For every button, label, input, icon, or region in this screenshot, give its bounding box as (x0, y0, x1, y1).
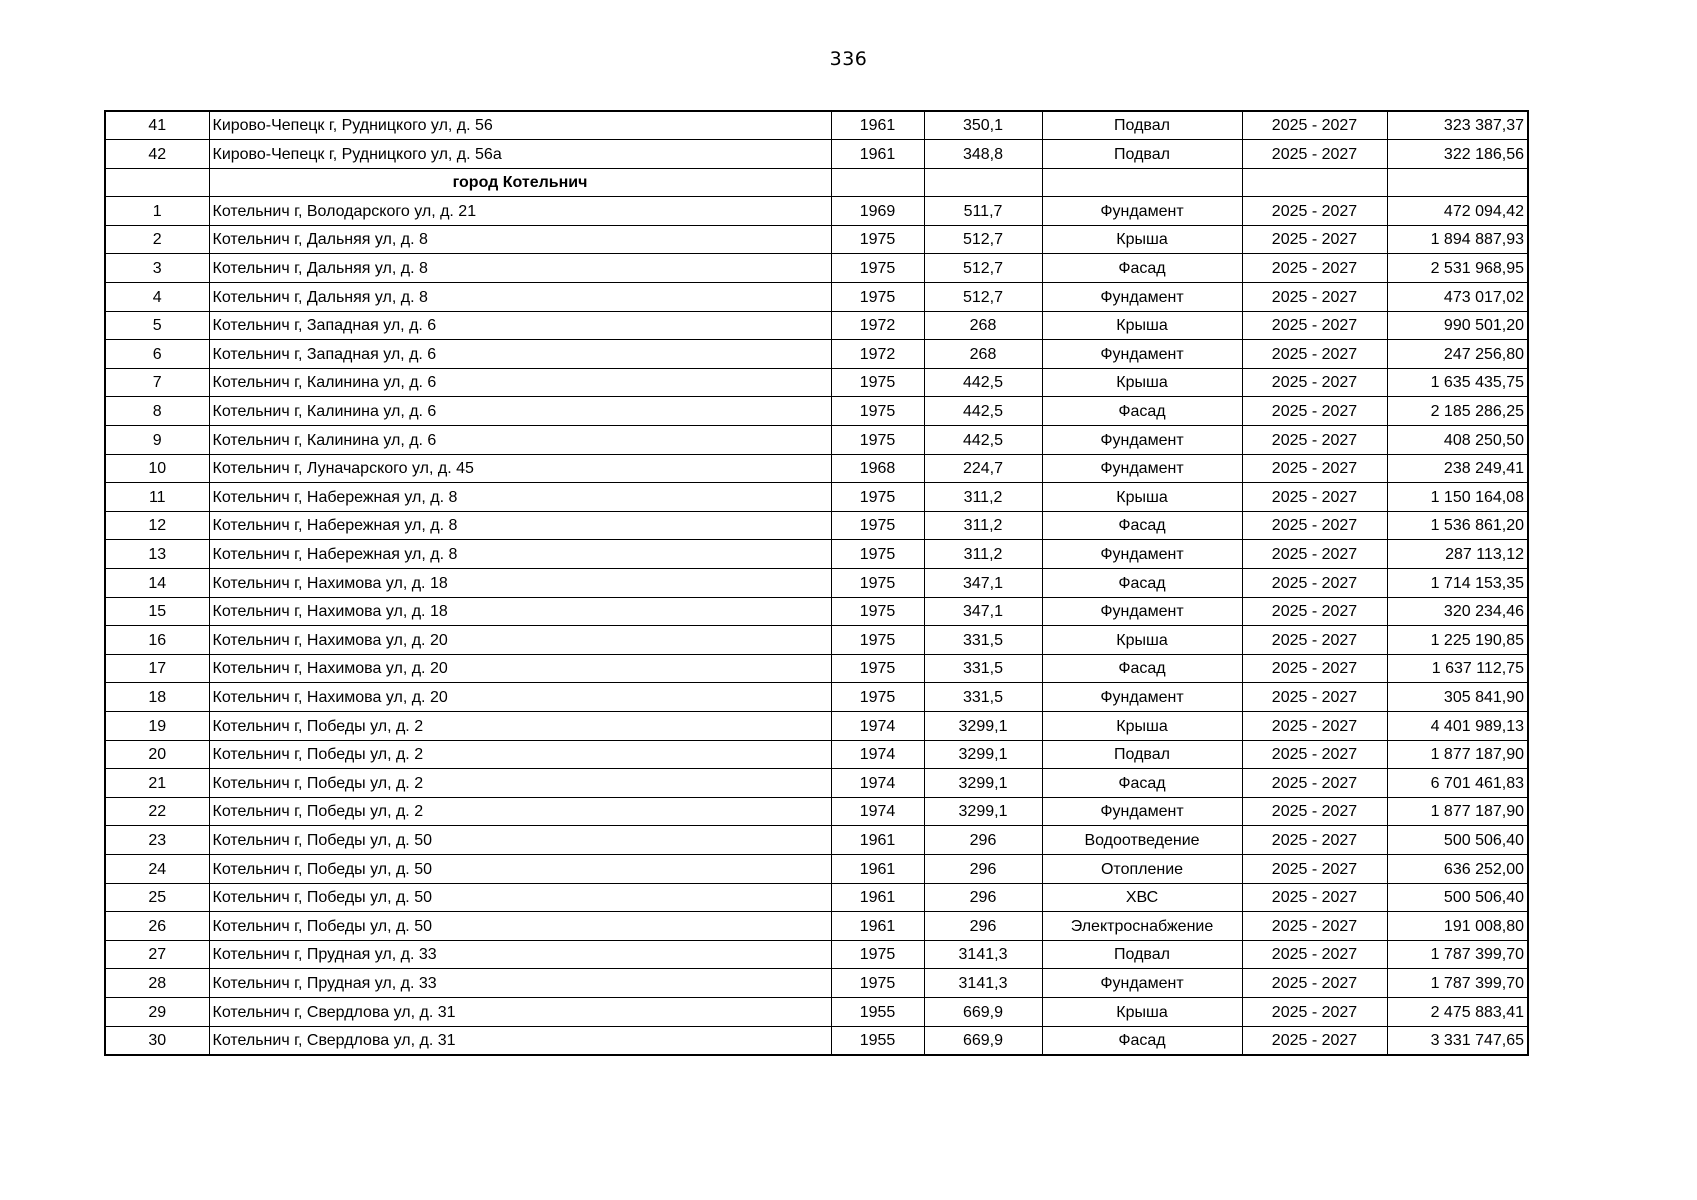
area-cell: 669,9 (924, 1026, 1042, 1055)
period-cell: 2025 - 2027 (1242, 225, 1387, 254)
table-row (105, 311, 1528, 340)
address-cell: Котельнич г, Западная ул, д. 6 (209, 311, 831, 340)
period-cell: 2025 - 2027 (1242, 854, 1387, 883)
area-cell: 347,1 (924, 569, 1042, 598)
table-row (105, 483, 1528, 512)
period-cell: 2025 - 2027 (1242, 940, 1387, 969)
table-row (105, 597, 1528, 626)
row-number-cell: 18 (105, 683, 209, 712)
period-cell: 2025 - 2027 (1242, 368, 1387, 397)
cost-cell: 1 877 187,90 (1387, 740, 1528, 769)
area-cell: 331,5 (924, 626, 1042, 655)
area-cell: 224,7 (924, 454, 1042, 483)
address-cell: Котельнич г, Победы ул, д. 2 (209, 769, 831, 798)
year-cell: 1974 (831, 740, 924, 769)
row-number-cell: 42 (105, 140, 209, 169)
year-cell: 1975 (831, 540, 924, 569)
year-cell: 1969 (831, 197, 924, 226)
period-cell: 2025 - 2027 (1242, 283, 1387, 312)
period-cell: 2025 - 2027 (1242, 883, 1387, 912)
year-cell (831, 168, 924, 197)
period-cell: 2025 - 2027 (1242, 626, 1387, 655)
area-cell: 347,1 (924, 597, 1042, 626)
cost-cell: 500 506,40 (1387, 883, 1528, 912)
work-type-cell: Отопление (1042, 854, 1242, 883)
work-type-cell: Фундамент (1042, 426, 1242, 455)
year-cell: 1974 (831, 769, 924, 798)
work-type-cell: Фасад (1042, 1026, 1242, 1055)
cost-cell: 472 094,42 (1387, 197, 1528, 226)
address-cell: Кирово-Чепецк г, Рудницкого ул, д. 56 (209, 111, 831, 140)
cost-cell: 500 506,40 (1387, 826, 1528, 855)
work-type-cell: Водоотведение (1042, 826, 1242, 855)
cost-cell: 1 536 861,20 (1387, 511, 1528, 540)
year-cell: 1961 (831, 140, 924, 169)
work-type-cell: Крыша (1042, 311, 1242, 340)
address-cell: Котельнич г, Нахимова ул, д. 18 (209, 597, 831, 626)
cost-cell: 2 531 968,95 (1387, 254, 1528, 283)
cost-cell (1387, 168, 1528, 197)
cost-cell: 1 894 887,93 (1387, 225, 1528, 254)
year-cell: 1975 (831, 969, 924, 998)
address-cell: Котельнич г, Нахимова ул, д. 20 (209, 654, 831, 683)
year-cell: 1975 (831, 483, 924, 512)
row-number-cell: 8 (105, 397, 209, 426)
row-number-cell: 10 (105, 454, 209, 483)
period-cell: 2025 - 2027 (1242, 797, 1387, 826)
address-cell: Котельнич г, Победы ул, д. 2 (209, 711, 831, 740)
cost-cell: 287 113,12 (1387, 540, 1528, 569)
table-row (105, 254, 1528, 283)
table-row (105, 569, 1528, 598)
area-cell: 331,5 (924, 683, 1042, 712)
work-type-cell: Крыша (1042, 711, 1242, 740)
area-cell: 3299,1 (924, 797, 1042, 826)
table-row (105, 225, 1528, 254)
area-cell: 348,8 (924, 140, 1042, 169)
table-row (105, 140, 1528, 169)
address-cell: Котельнич г, Нахимова ул, д. 20 (209, 626, 831, 655)
cost-cell: 1 150 164,08 (1387, 483, 1528, 512)
year-cell: 1975 (831, 597, 924, 626)
area-cell: 3141,3 (924, 940, 1042, 969)
period-cell: 2025 - 2027 (1242, 197, 1387, 226)
period-cell: 2025 - 2027 (1242, 340, 1387, 369)
row-number-cell: 5 (105, 311, 209, 340)
row-number-cell: 20 (105, 740, 209, 769)
table-row (105, 197, 1528, 226)
row-number-cell: 13 (105, 540, 209, 569)
address-cell: Котельнич г, Победы ул, д. 50 (209, 912, 831, 941)
address-cell: Котельнич г, Набережная ул, д. 8 (209, 540, 831, 569)
year-cell: 1975 (831, 254, 924, 283)
area-cell: 331,5 (924, 654, 1042, 683)
period-cell: 2025 - 2027 (1242, 969, 1387, 998)
row-number-cell: 28 (105, 969, 209, 998)
cost-cell: 2 185 286,25 (1387, 397, 1528, 426)
table-row (105, 969, 1528, 998)
row-number-cell: 23 (105, 826, 209, 855)
area-cell: 442,5 (924, 397, 1042, 426)
table-row (105, 826, 1528, 855)
row-number-cell: 30 (105, 1026, 209, 1055)
year-cell: 1975 (831, 683, 924, 712)
row-number-cell: 27 (105, 940, 209, 969)
period-cell: 2025 - 2027 (1242, 711, 1387, 740)
year-cell: 1968 (831, 454, 924, 483)
year-cell: 1975 (831, 426, 924, 455)
table-row (105, 912, 1528, 941)
address-cell: Котельнич г, Калинина ул, д. 6 (209, 368, 831, 397)
year-cell: 1955 (831, 997, 924, 1026)
area-cell: 268 (924, 311, 1042, 340)
cost-cell: 1 877 187,90 (1387, 797, 1528, 826)
work-type-cell: Фундамент (1042, 283, 1242, 312)
page-number: 336 (829, 48, 868, 70)
address-cell: Котельнич г, Победы ул, д. 2 (209, 797, 831, 826)
year-cell: 1975 (831, 654, 924, 683)
address-cell: Котельнич г, Западная ул, д. 6 (209, 340, 831, 369)
year-cell: 1975 (831, 368, 924, 397)
work-type-cell: Фасад (1042, 254, 1242, 283)
period-cell: 2025 - 2027 (1242, 540, 1387, 569)
period-cell: 2025 - 2027 (1242, 140, 1387, 169)
section-title: город Котельнич (209, 168, 831, 197)
year-cell: 1975 (831, 283, 924, 312)
area-cell: 268 (924, 340, 1042, 369)
row-number-cell (105, 168, 209, 197)
year-cell: 1961 (831, 883, 924, 912)
period-cell: 2025 - 2027 (1242, 426, 1387, 455)
table-row (105, 740, 1528, 769)
cost-cell: 1 225 190,85 (1387, 626, 1528, 655)
cost-cell: 2 475 883,41 (1387, 997, 1528, 1026)
cost-cell: 305 841,90 (1387, 683, 1528, 712)
work-type-cell: Фундамент (1042, 969, 1242, 998)
cost-cell: 1 635 435,75 (1387, 368, 1528, 397)
year-cell: 1975 (831, 511, 924, 540)
year-cell: 1975 (831, 225, 924, 254)
table-row (105, 626, 1528, 655)
cost-cell: 1 637 112,75 (1387, 654, 1528, 683)
row-number-cell: 15 (105, 597, 209, 626)
row-number-cell: 3 (105, 254, 209, 283)
cost-cell: 1 787 399,70 (1387, 940, 1528, 969)
work-type-cell: Крыша (1042, 225, 1242, 254)
table-row (105, 997, 1528, 1026)
area-cell: 442,5 (924, 368, 1042, 397)
cost-cell: 408 250,50 (1387, 426, 1528, 455)
area-cell: 3141,3 (924, 969, 1042, 998)
table-row (105, 711, 1528, 740)
address-cell: Котельнич г, Дальняя ул, д. 8 (209, 283, 831, 312)
row-number-cell: 29 (105, 997, 209, 1026)
year-cell: 1974 (831, 797, 924, 826)
cost-cell: 323 387,37 (1387, 111, 1528, 140)
work-type-cell: Фундамент (1042, 597, 1242, 626)
work-type-cell: Фундамент (1042, 797, 1242, 826)
table-row (105, 368, 1528, 397)
cost-cell: 473 017,02 (1387, 283, 1528, 312)
address-cell: Котельнич г, Калинина ул, д. 6 (209, 426, 831, 455)
cost-cell: 191 008,80 (1387, 912, 1528, 941)
table-row (105, 111, 1528, 140)
table-row (105, 454, 1528, 483)
work-type-cell: Крыша (1042, 997, 1242, 1026)
year-cell: 1975 (831, 626, 924, 655)
row-number-cell: 6 (105, 340, 209, 369)
area-cell: 3299,1 (924, 740, 1042, 769)
table-row (105, 854, 1528, 883)
period-cell: 2025 - 2027 (1242, 311, 1387, 340)
work-type-cell: Фундамент (1042, 454, 1242, 483)
work-type-cell: Фасад (1042, 569, 1242, 598)
area-cell: 442,5 (924, 426, 1042, 455)
work-type-cell: Фасад (1042, 769, 1242, 798)
address-cell: Котельнич г, Прудная ул, д. 33 (209, 940, 831, 969)
row-number-cell: 2 (105, 225, 209, 254)
year-cell: 1961 (831, 826, 924, 855)
period-cell: 2025 - 2027 (1242, 397, 1387, 426)
row-number-cell: 41 (105, 111, 209, 140)
year-cell: 1972 (831, 311, 924, 340)
work-type-cell: Электроснабжение (1042, 912, 1242, 941)
address-cell: Котельнич г, Прудная ул, д. 33 (209, 969, 831, 998)
work-type-cell: Фундамент (1042, 197, 1242, 226)
row-number-cell: 16 (105, 626, 209, 655)
table-row (105, 397, 1528, 426)
work-type-cell: Подвал (1042, 940, 1242, 969)
period-cell: 2025 - 2027 (1242, 511, 1387, 540)
year-cell: 1975 (831, 569, 924, 598)
period-cell: 2025 - 2027 (1242, 454, 1387, 483)
year-cell: 1975 (831, 397, 924, 426)
period-cell: 2025 - 2027 (1242, 569, 1387, 598)
period-cell: 2025 - 2027 (1242, 254, 1387, 283)
cost-cell: 4 401 989,13 (1387, 711, 1528, 740)
cost-cell: 247 256,80 (1387, 340, 1528, 369)
address-cell: Котельнич г, Набережная ул, д. 8 (209, 511, 831, 540)
address-cell: Котельнич г, Володарского ул, д. 21 (209, 197, 831, 226)
work-type-cell: Подвал (1042, 140, 1242, 169)
area-cell: 296 (924, 912, 1042, 941)
table-row (105, 940, 1528, 969)
cost-cell: 1 787 399,70 (1387, 969, 1528, 998)
period-cell: 2025 - 2027 (1242, 912, 1387, 941)
table-row (105, 769, 1528, 798)
area-cell: 3299,1 (924, 769, 1042, 798)
area-cell: 296 (924, 826, 1042, 855)
period-cell: 2025 - 2027 (1242, 740, 1387, 769)
period-cell: 2025 - 2027 (1242, 111, 1387, 140)
address-cell: Котельнич г, Нахимова ул, д. 18 (209, 569, 831, 598)
year-cell: 1961 (831, 111, 924, 140)
area-cell: 296 (924, 883, 1042, 912)
table-row (105, 797, 1528, 826)
period-cell: 2025 - 2027 (1242, 826, 1387, 855)
address-cell: Котельнич г, Свердлова ул, д. 31 (209, 1026, 831, 1055)
period-cell: 2025 - 2027 (1242, 597, 1387, 626)
table-row (105, 340, 1528, 369)
area-cell: 669,9 (924, 997, 1042, 1026)
period-cell: 2025 - 2027 (1242, 769, 1387, 798)
work-type-cell: ХВС (1042, 883, 1242, 912)
cost-cell: 6 701 461,83 (1387, 769, 1528, 798)
address-cell: Котельнич г, Победы ул, д. 50 (209, 854, 831, 883)
address-cell: Котельнич г, Свердлова ул, д. 31 (209, 997, 831, 1026)
row-number-cell: 25 (105, 883, 209, 912)
cost-cell: 320 234,46 (1387, 597, 1528, 626)
area-cell: 296 (924, 854, 1042, 883)
area-cell: 512,7 (924, 225, 1042, 254)
table-row (105, 683, 1528, 712)
year-cell: 1975 (831, 940, 924, 969)
area-cell (924, 168, 1042, 197)
cost-cell: 636 252,00 (1387, 854, 1528, 883)
row-number-cell: 17 (105, 654, 209, 683)
row-number-cell: 14 (105, 569, 209, 598)
section-header-row (105, 168, 1528, 197)
year-cell: 1961 (831, 854, 924, 883)
table-row (105, 283, 1528, 312)
table-row (105, 883, 1528, 912)
work-type-cell: Фундамент (1042, 340, 1242, 369)
period-cell: 2025 - 2027 (1242, 997, 1387, 1026)
work-type-cell: Фасад (1042, 654, 1242, 683)
table-row (105, 654, 1528, 683)
period-cell: 2025 - 2027 (1242, 654, 1387, 683)
table-row (105, 426, 1528, 455)
row-number-cell: 26 (105, 912, 209, 941)
area-cell: 311,2 (924, 483, 1042, 512)
area-cell: 512,7 (924, 254, 1042, 283)
work-type-cell: Фасад (1042, 397, 1242, 426)
address-cell: Котельнич г, Нахимова ул, д. 20 (209, 683, 831, 712)
work-type-cell: Крыша (1042, 626, 1242, 655)
area-cell: 511,7 (924, 197, 1042, 226)
area-cell: 311,2 (924, 511, 1042, 540)
address-cell: Котельнич г, Победы ул, д. 50 (209, 826, 831, 855)
row-number-cell: 4 (105, 283, 209, 312)
row-number-cell: 24 (105, 854, 209, 883)
work-type-cell: Фундамент (1042, 540, 1242, 569)
address-cell: Котельнич г, Дальняя ул, д. 8 (209, 254, 831, 283)
table-row (105, 1026, 1528, 1055)
period-cell: 2025 - 2027 (1242, 1026, 1387, 1055)
table-row (105, 540, 1528, 569)
year-cell: 1972 (831, 340, 924, 369)
address-cell: Котельнич г, Луначарского ул, д. 45 (209, 454, 831, 483)
row-number-cell: 7 (105, 368, 209, 397)
cost-cell: 1 714 153,35 (1387, 569, 1528, 598)
period-cell: 2025 - 2027 (1242, 683, 1387, 712)
row-number-cell: 9 (105, 426, 209, 455)
area-cell: 512,7 (924, 283, 1042, 312)
area-cell: 3299,1 (924, 711, 1042, 740)
address-cell: Котельнич г, Калинина ул, д. 6 (209, 397, 831, 426)
row-number-cell: 12 (105, 511, 209, 540)
work-type-cell (1042, 168, 1242, 197)
work-type-cell: Подвал (1042, 111, 1242, 140)
year-cell: 1961 (831, 912, 924, 941)
cost-cell: 238 249,41 (1387, 454, 1528, 483)
row-number-cell: 1 (105, 197, 209, 226)
cost-cell: 3 331 747,65 (1387, 1026, 1528, 1055)
cost-cell: 322 186,56 (1387, 140, 1528, 169)
table-row (105, 511, 1528, 540)
table-body (105, 111, 1528, 1055)
year-cell: 1974 (831, 711, 924, 740)
period-cell: 2025 - 2027 (1242, 483, 1387, 512)
work-type-cell: Фундамент (1042, 683, 1242, 712)
area-cell: 311,2 (924, 540, 1042, 569)
work-type-cell: Крыша (1042, 368, 1242, 397)
row-number-cell: 21 (105, 769, 209, 798)
repair-schedule-table (104, 110, 1529, 1056)
period-cell (1242, 168, 1387, 197)
address-cell: Котельнич г, Победы ул, д. 2 (209, 740, 831, 769)
work-type-cell: Фасад (1042, 511, 1242, 540)
address-cell: Котельнич г, Победы ул, д. 50 (209, 883, 831, 912)
year-cell: 1955 (831, 1026, 924, 1055)
row-number-cell: 19 (105, 711, 209, 740)
cost-cell: 990 501,20 (1387, 311, 1528, 340)
address-cell: Кирово-Чепецк г, Рудницкого ул, д. 56а (209, 140, 831, 169)
address-cell: Котельнич г, Набережная ул, д. 8 (209, 483, 831, 512)
address-cell: Котельнич г, Дальняя ул, д. 8 (209, 225, 831, 254)
row-number-cell: 11 (105, 483, 209, 512)
area-cell: 350,1 (924, 111, 1042, 140)
work-type-cell: Подвал (1042, 740, 1242, 769)
row-number-cell: 22 (105, 797, 209, 826)
work-type-cell: Крыша (1042, 483, 1242, 512)
